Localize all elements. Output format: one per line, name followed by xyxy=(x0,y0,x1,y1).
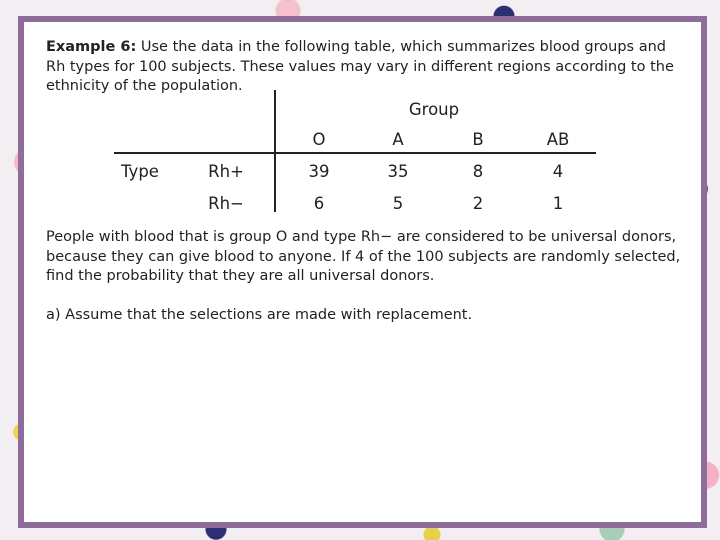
column-header-ab: AB xyxy=(546,130,570,149)
column-header-a: A xyxy=(392,130,404,149)
slide-frame xyxy=(18,16,707,528)
table-vertical-divider xyxy=(274,90,276,212)
cell-rh-positive-a: 35 xyxy=(387,162,409,181)
cell-rh-negative-o: 6 xyxy=(313,194,325,213)
row-header-type: Type xyxy=(121,162,159,181)
example-label: Example 6: xyxy=(46,39,137,55)
blood-type-table xyxy=(24,22,701,212)
cell-rh-negative-ab: 1 xyxy=(552,194,564,213)
cell-rh-positive-ab: 4 xyxy=(552,162,564,181)
cell-rh-positive-b: 8 xyxy=(472,162,484,181)
row-label-rh-positive: Rh+ xyxy=(208,162,244,181)
column-header-b: B xyxy=(472,130,484,149)
group-header: Group xyxy=(408,100,460,119)
part-a-text: a) Assume that the selections are made with replacement. xyxy=(46,307,473,323)
row-label-rh-negative: Rh− xyxy=(208,194,244,213)
example-text: Use the data in the following table, which summarizes blood groups and Rh types for 100 subjects. These values may vary in different regions according to the ethnicity of the population. xyxy=(46,39,674,94)
table-left-rule xyxy=(114,152,274,154)
cell-rh-negative-a: 5 xyxy=(392,194,404,213)
table-header-rule xyxy=(276,152,596,154)
cell-rh-negative-b: 2 xyxy=(472,194,484,213)
universal-donor-paragraph: People with blood that is group O and type Rh− are considered to be universal donors, because they can give blood to anyone. If 4 of the 100 subjects are randomly selected, find the probability that they are all universal donors. xyxy=(46,229,681,284)
cell-rh-positive-o: 39 xyxy=(308,162,330,181)
column-header-o: O xyxy=(312,130,326,149)
